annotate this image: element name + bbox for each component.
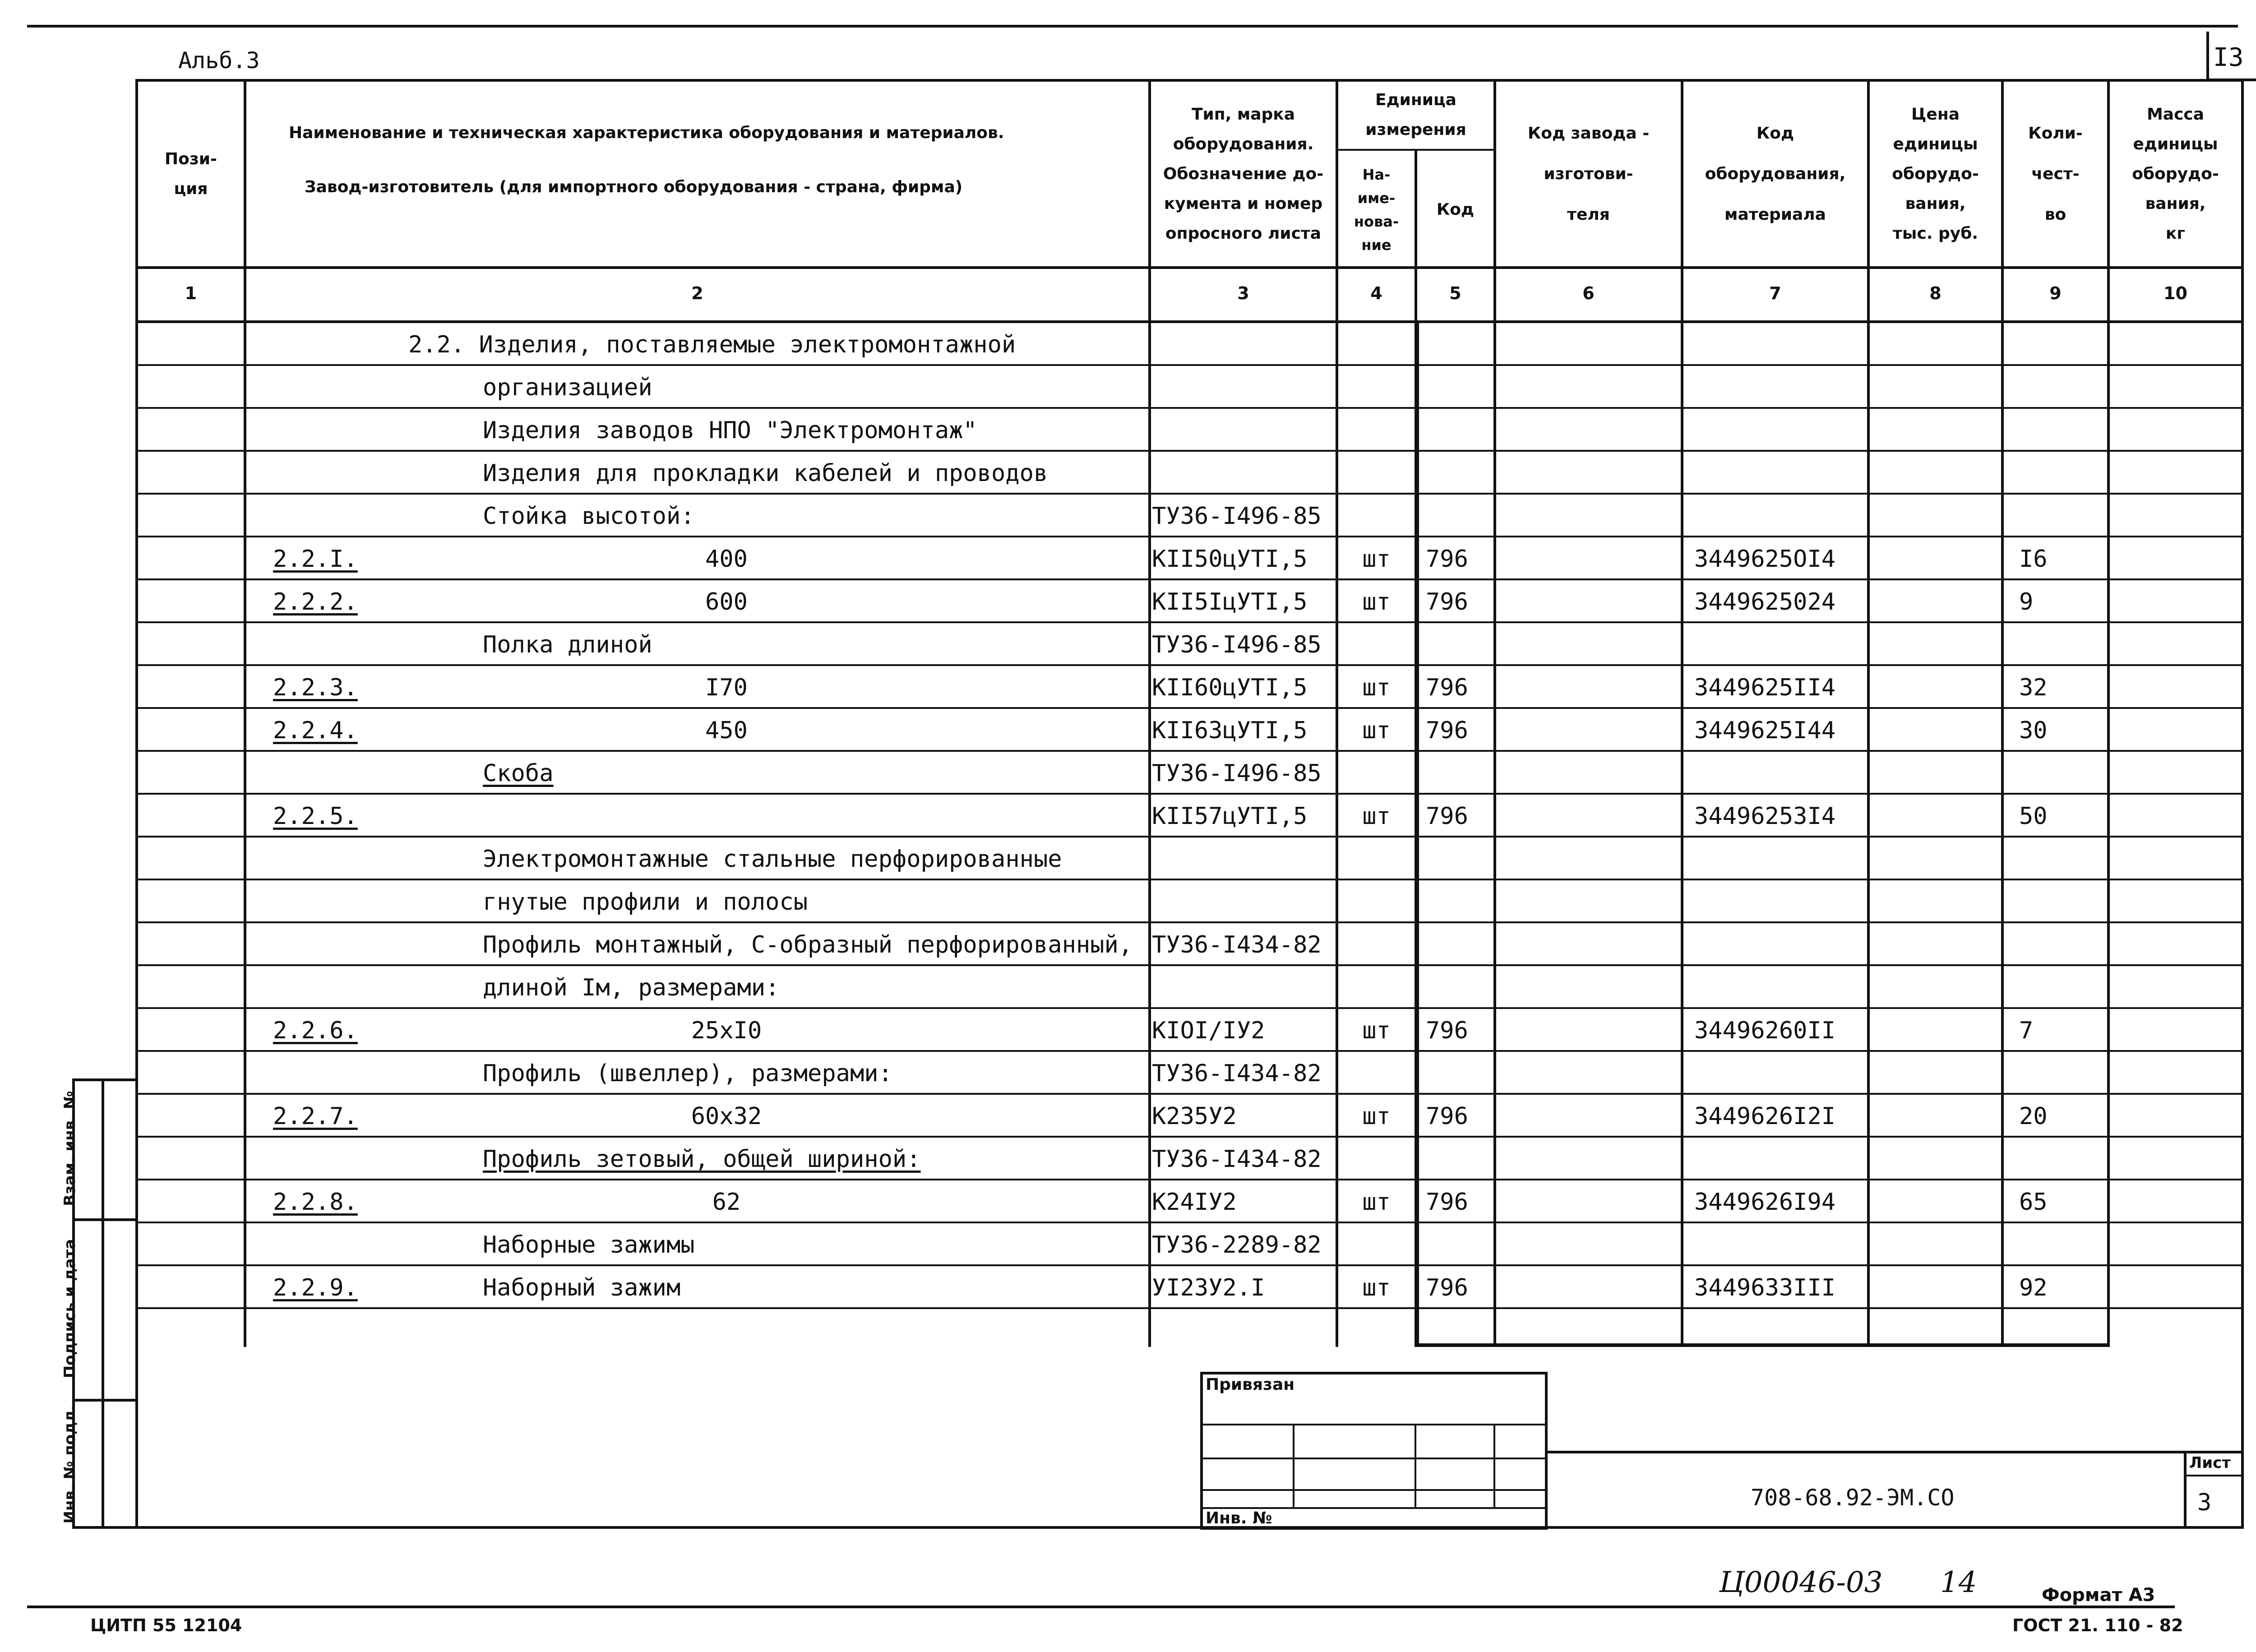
row-name: 60х32 [691,1102,762,1130]
row-name: Электромонтажные стальные перфорированные [483,845,1062,873]
row-unit-code [1426,623,1493,666]
table-row [0,838,2256,880]
row-unit [1338,966,1415,1009]
row-equipment-code [1694,838,1866,880]
row-type: ТУ36-I434-82 [1152,931,1322,958]
row-unit [1338,752,1415,795]
row-quantity [2019,1138,2107,1180]
row-unit [1338,1138,1415,1180]
side-label-inv-podl: Инв. № подл. [61,1405,79,1524]
colnum-2: 2 [691,283,703,303]
table-row [0,323,2256,366]
row-unit-code [1426,838,1493,880]
side-strip-divider [102,1078,104,1529]
table-row [0,1095,2256,1138]
row-unit-code: 796 [1426,674,1468,701]
row-type: ТУ36-I496-85 [1152,502,1322,530]
cittp-label: ЦИТП 55 12104 [90,1615,242,1635]
colnum-7: 7 [1769,283,1781,303]
row-name: Профиль монтажный, С-образный перфорированный, [483,931,1133,958]
row-position [273,923,408,966]
row-type: ТУ36-I496-85 [1152,631,1322,658]
row-unit-code: 796 [1426,717,1468,744]
row-unit [1338,323,1415,366]
row-equipment-code [1694,923,1866,966]
stamp-vline-3 [1493,1424,1495,1507]
row-unit: шт [1362,717,1391,744]
stamp-line-2 [1200,1458,1548,1459]
header-price: Цена единицы оборудо- вания, тыс. руб. [1892,105,1979,243]
row-unit [1338,838,1415,880]
row-unit [1338,880,1415,923]
stamp-bound-label: Привязан [1206,1375,1295,1394]
stamp-vline-1 [1293,1424,1294,1507]
row-name: I70 [705,674,748,701]
stamp-bound-box [1200,1372,1548,1530]
table-row [0,1052,2256,1095]
row-quantity [2019,923,2107,966]
side-label-podpis: Подпись и дата [61,1239,79,1379]
row-unit-code: 796 [1426,802,1468,830]
colnum-4: 4 [1370,283,1382,303]
row-quantity [2019,452,2107,495]
table-row [0,1138,2256,1180]
row-unit-code: 796 [1426,1188,1468,1216]
row-unit [1338,923,1415,966]
row-type: КII50цУТI,5 [1152,545,1308,573]
row-unit-code [1426,366,1493,409]
top-border [27,25,2238,28]
table-row [0,623,2256,666]
row-position [273,1223,408,1266]
gost-label: ГОСТ 21. 110 - 82 [2012,1615,2183,1635]
row-equipment-code: 3449626I94 [1694,1188,1836,1216]
row-quantity [2019,323,2107,366]
header-equipment-code: Код оборудования, материала [1705,124,1846,224]
header-factory-code: Код завода - изготови- теля [1527,124,1650,224]
row-position: 2.2.2. [273,588,358,615]
row-name: Изделия для прокладки кабелей и проводов [483,459,1048,487]
sheet-vline [2184,1451,2187,1529]
row-position [273,623,408,666]
header-position: Пози- ция [165,149,217,198]
row-quantity [2019,409,2107,452]
stamp-vline-2 [1415,1424,1416,1507]
row-unit-code [1426,409,1493,452]
row-unit [1338,1223,1415,1266]
side-label-vzam: Взам. инв. № [61,1091,79,1206]
row-position: 2.2.5. [273,802,358,830]
row-position: 2.2.I. [273,545,358,573]
table-row [0,709,2256,752]
row-equipment-code [1694,966,1866,1009]
stamp-inv-label: Инв. № [1206,1509,1272,1527]
row-equipment-code [1694,880,1866,923]
row-equipment-code: 3449625OI4 [1694,545,1836,573]
row-quantity [2019,366,2107,409]
row-type [1152,366,1337,409]
row-type: КII63цУТI,5 [1152,717,1308,744]
row-type [1152,880,1337,923]
row-equipment-code [1694,495,1866,537]
colnum-8: 8 [1929,283,1942,303]
colnum-10: 10 [2164,283,2187,303]
row-unit-code [1426,452,1493,495]
row-type: ТУ36-I434-82 [1152,1145,1322,1173]
table-row [0,1266,2256,1309]
row-quantity: I6 [2019,545,2048,573]
row-position [273,1052,408,1095]
row-unit-code [1426,752,1493,795]
handwritten-code: Ц00046-03 [1719,1566,1883,1599]
row-name: Профиль (швеллер), размерами: [483,1060,892,1087]
row-quantity [2019,1223,2107,1266]
row-unit-code [1426,923,1493,966]
header-quantity: Коли- чест- во [2028,124,2083,224]
row-quantity: 32 [2019,674,2048,701]
row-type: ТУ36-2289-82 [1152,1231,1322,1259]
row-unit-code [1426,1223,1493,1266]
row-equipment-code [1694,1052,1866,1095]
header-bottom-line [135,266,2244,269]
page-number-top: I3 [2213,43,2244,72]
doc-code-line [1548,1451,2244,1453]
table-row [0,537,2256,580]
row-unit: шт [1362,802,1391,830]
row-type [1152,323,1337,366]
header-mass: Масса единицы оборудо- вания, кг [2132,105,2219,243]
row-name: 600 [705,588,748,615]
row-position [273,409,408,452]
header-name-line2: Завод-изготовитель (для импортного оборудования - страна, фирма) [305,178,963,196]
row-unit: шт [1362,1017,1391,1044]
row-equipment-code [1694,452,1866,495]
row-unit [1338,409,1415,452]
format-label: Формат А3 [2042,1585,2155,1606]
row-equipment-code: 34496260II [1694,1017,1836,1044]
row-quantity [2019,966,2107,1009]
row-quantity: 30 [2019,717,2048,744]
row-position [273,880,408,923]
row-name: Полка длиной [483,631,652,658]
row-name: Стойка высотой: [483,502,695,530]
row-position: 2.2.4. [273,717,358,744]
row-name: 2.2. Изделия, поставляемые электромонтажной [408,331,1016,358]
row-equipment-code [1694,409,1866,452]
row-name: гнутые профили и полосы [483,888,808,916]
row-equipment-code [1694,1223,1866,1266]
table-row [0,495,2256,537]
row-type: КIOI/IУ2 [1152,1017,1265,1044]
sheet-hline [2184,1475,2244,1476]
row-unit [1338,495,1415,537]
row-type [1152,409,1337,452]
header-type: Тип, марка оборудования. Обозначение до- кумента и номер опросного листа [1163,105,1324,243]
colnum-9: 9 [2049,283,2062,303]
table-row [0,795,2256,838]
table-row [0,452,2256,495]
row-unit-code [1426,1138,1493,1180]
row-equipment-code [1694,623,1866,666]
row-quantity: 20 [2019,1102,2048,1130]
row-position: 2.2.6. [273,1017,358,1044]
header-unit-code: Код [1436,200,1475,219]
row-name: 62 [712,1188,741,1216]
row-unit-code: 796 [1426,545,1468,573]
row-type [1152,452,1337,495]
row-unit: шт [1362,588,1391,615]
table-row [0,966,2256,1009]
row-position: 2.2.7. [273,1102,358,1130]
row-unit-code [1426,966,1493,1009]
table-row [0,666,2256,709]
row-quantity [2019,1052,2107,1095]
row-quantity [2019,752,2107,795]
row-equipment-code: 3449633III [1694,1274,1836,1301]
row-name [587,795,866,838]
row-type: К24IУ2 [1152,1188,1237,1216]
row-name: 450 [705,717,748,744]
row-name: Изделия заводов НПО "Электромонтаж" [483,416,977,444]
table-row [0,1009,2256,1052]
row-unit [1338,452,1415,495]
row-unit-code [1426,1052,1493,1095]
row-type [1152,966,1337,1009]
row-equipment-code [1694,366,1866,409]
row-name: организацией [483,374,652,401]
row-quantity: 50 [2019,802,2048,830]
row-unit-code [1426,880,1493,923]
table-row [0,366,2256,409]
table-row [0,409,2256,452]
table-row [0,923,2256,966]
row-unit [1338,623,1415,666]
row-position [273,452,408,495]
row-quantity [2019,880,2107,923]
row-unit: шт [1362,674,1391,701]
row-name: 25хI0 [691,1017,762,1044]
row-unit: шт [1362,1274,1391,1301]
row-type: КII5IцУТI,5 [1152,588,1308,615]
stamp-line-1 [1200,1424,1548,1425]
row-position: 2.2.8. [273,1188,358,1216]
row-name: Профиль зетовый, общей шириной: [483,1145,921,1173]
row-type: ТУ36-I434-82 [1152,1060,1322,1087]
row-unit-code: 796 [1426,1102,1468,1130]
table-row [0,880,2256,923]
row-unit-code: 796 [1426,1017,1468,1044]
handwritten-page: 14 [1940,1566,1977,1599]
sheet-label: Лист [2189,1454,2231,1472]
header-unit-group: Единица измерения [1365,91,1466,139]
table-row [0,1180,2256,1223]
row-position [273,838,408,880]
row-quantity: 7 [2019,1017,2034,1044]
colnum-6: 6 [1582,283,1595,303]
row-type: КII57цУТI,5 [1152,802,1308,830]
row-type: УI23У2.I [1152,1274,1265,1301]
row-equipment-code: 3449625024 [1694,588,1836,615]
row-equipment-code: 3449625I44 [1694,717,1836,744]
table-row [0,580,2256,623]
row-equipment-code [1694,752,1866,795]
row-position [273,495,408,537]
row-unit: шт [1362,1102,1391,1130]
row-position: 2.2.9. [273,1274,358,1301]
row-name: Наборный зажим [483,1274,681,1301]
row-unit [1338,366,1415,409]
row-type: КII60цУТI,5 [1152,674,1308,701]
row-quantity: 9 [2019,588,2034,615]
row-quantity: 65 [2019,1188,2048,1216]
row-equipment-code [1694,323,1866,366]
row-type: ТУ36-I496-85 [1152,759,1322,787]
row-quantity: 92 [2019,1274,2048,1301]
colnum-5: 5 [1449,283,1461,303]
table-row [0,752,2256,795]
row-position [273,323,408,366]
sheet-number: 3 [2197,1489,2212,1516]
row-name: Наборные зажимы [483,1231,695,1259]
stamp-line-3 [1200,1489,1548,1491]
row-type: К235У2 [1152,1102,1237,1130]
row-equipment-code [1694,1138,1866,1180]
row-unit: шт [1362,1188,1391,1216]
doc-code: 708-68.92-ЭМ.СО [1751,1485,1955,1511]
row-unit-code: 796 [1426,588,1468,615]
header-name-line1: Наименование и техническая характеристика оборудования и материалов. [289,124,1004,142]
row-position [273,966,408,1009]
row-type [1152,838,1337,880]
row-quantity [2019,495,2107,537]
row-unit: шт [1362,545,1391,573]
bottom-border [27,1606,2175,1608]
row-unit-code [1426,323,1493,366]
header-unit-name: На- име- нова- ние [1354,166,1399,254]
row-quantity [2019,623,2107,666]
row-position [273,366,408,409]
row-quantity [2019,838,2107,880]
row-position: 2.2.3. [273,674,358,701]
row-position [273,752,408,795]
row-unit [1338,1052,1415,1095]
row-position [273,1138,408,1180]
row-name: длиной Iм, размерами: [483,974,780,1001]
row-unit-code: 796 [1426,1274,1468,1301]
row-name: Скоба [483,759,554,787]
table-row [0,1223,2256,1266]
row-name: 400 [705,545,748,573]
album-label: Альб.3 [178,47,260,74]
colnum-3: 3 [1237,283,1249,303]
row-equipment-code: 3449625II4 [1694,674,1836,701]
colnum-1: 1 [185,283,197,303]
row-equipment-code: 34496253I4 [1694,802,1836,830]
row-unit-code [1426,495,1493,537]
row-equipment-code: 3449626I2I [1694,1102,1836,1130]
